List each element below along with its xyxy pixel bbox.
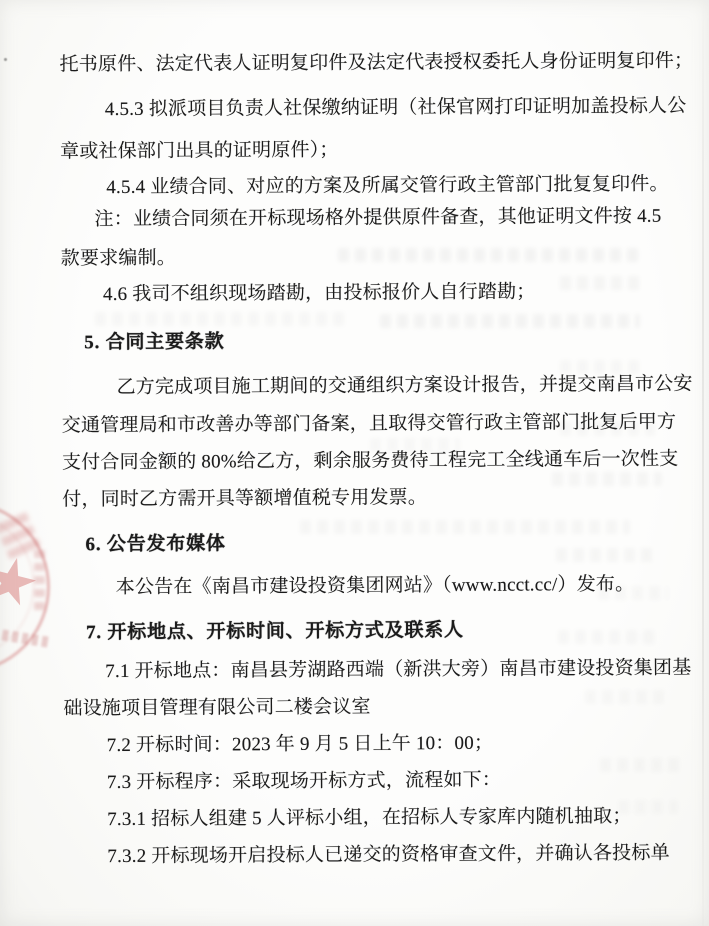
paragraph-4-5-3: 4.5.3 拟派项目负责人社保缴纳证明（社保官网打印证明加盖投标人公: [104, 95, 687, 121]
scan-speck: [4, 58, 7, 61]
paragraph-authorization-continuation: 托书原件、法定代表人证明复印件及法定代表授权委托人身份证明复印件；: [59, 50, 694, 76]
paragraph-7-3-2: 7.3.2 开标现场开启投标人已递交的资格审查文件，并确认各投标单: [107, 842, 670, 868]
paragraph-4-6: 4.6 我司不组织现场踏勘，由投标报价人自行踏勘；: [102, 281, 536, 306]
bleedthrough-smudge: [300, 520, 630, 534]
paragraph-note: 注：业绩合同须在开标现场格外提供原件备查，其他证明文件按 4.5: [94, 205, 662, 231]
paragraph-contract-3: 支付合同金额的 80%给乙方，剩余服务费待工程完工全线通车后一次性支: [61, 448, 679, 474]
paragraph-contract-2: 交通管理局和市改善办等部门备案，且取得交管行政主管部门批复后甲方: [61, 411, 677, 437]
bleedthrough-smudge: [618, 800, 678, 814]
bleedthrough-smudge: [95, 312, 345, 326]
bleedthrough-smudge: [585, 690, 670, 704]
heading-section-5-contract-terms: 5. 合同主要条款: [84, 331, 225, 354]
scan-speck: [666, 854, 668, 856]
paragraph-7-3-1: 7.3.1 招标人组建 5 人评标小组，在招标人专家库内随机抽取；: [107, 805, 632, 831]
heading-section-7-bid-opening: 7. 开标地点、开标时间、开标方式及联系人: [85, 619, 464, 644]
paragraph-7-1-continuation: 础设施项目管理有限公司二楼会议室: [63, 696, 371, 720]
bleedthrough-smudge: [338, 248, 638, 262]
bleedthrough-smudge: [598, 586, 668, 600]
bleedthrough-smudge: [560, 422, 655, 436]
bleedthrough-smudge: [600, 758, 680, 772]
bleedthrough-smudge: [558, 630, 658, 644]
paragraph-4-5-3-continuation: 章或社保部门出具的证明原件）；: [60, 139, 339, 163]
paragraph-contract-4: 付，同时乙方需开具等额增值税专用发票。: [62, 487, 428, 511]
bleedthrough-smudge: [380, 314, 640, 328]
paragraph-7-3-procedure: 7.3 开标程序：采取现场开标方式，流程如下：: [106, 769, 502, 794]
paragraph-contract-1: 乙方完成项目施工期间的交通组织方案设计报告，并提交南昌市公安: [116, 373, 693, 399]
paragraph-7-2-time: 7.2 开标时间：2023 年 9 月 5 日上午 10：00；: [106, 732, 494, 757]
paragraph-note-continuation: 款要求编制。: [60, 247, 177, 270]
paragraph-7-1-location: 7.1 开标地点：南昌县芳湖路西端（新洪大旁）南昌市建设投资集团基: [105, 657, 692, 683]
bleedthrough-smudge: [552, 472, 662, 486]
bleedthrough-smudge: [560, 276, 645, 290]
heading-section-6-announcement-media: 6. 公告发布媒体: [85, 533, 226, 556]
paragraph-announcement-website: 本公告在《南昌市建设投资集团网站》（www.ncct.cc/）发布。: [115, 573, 635, 599]
bleedthrough-smudge: [560, 360, 640, 374]
page-edge-shadow: [702, 0, 704, 926]
paragraph-4-5-4: 4.5.4 业绩合同、对应的方案及所属交管行政主管部门批复复印件。: [106, 173, 669, 199]
bleedthrough-smudge: [370, 438, 460, 452]
bleedthrough-smudge: [556, 548, 656, 562]
